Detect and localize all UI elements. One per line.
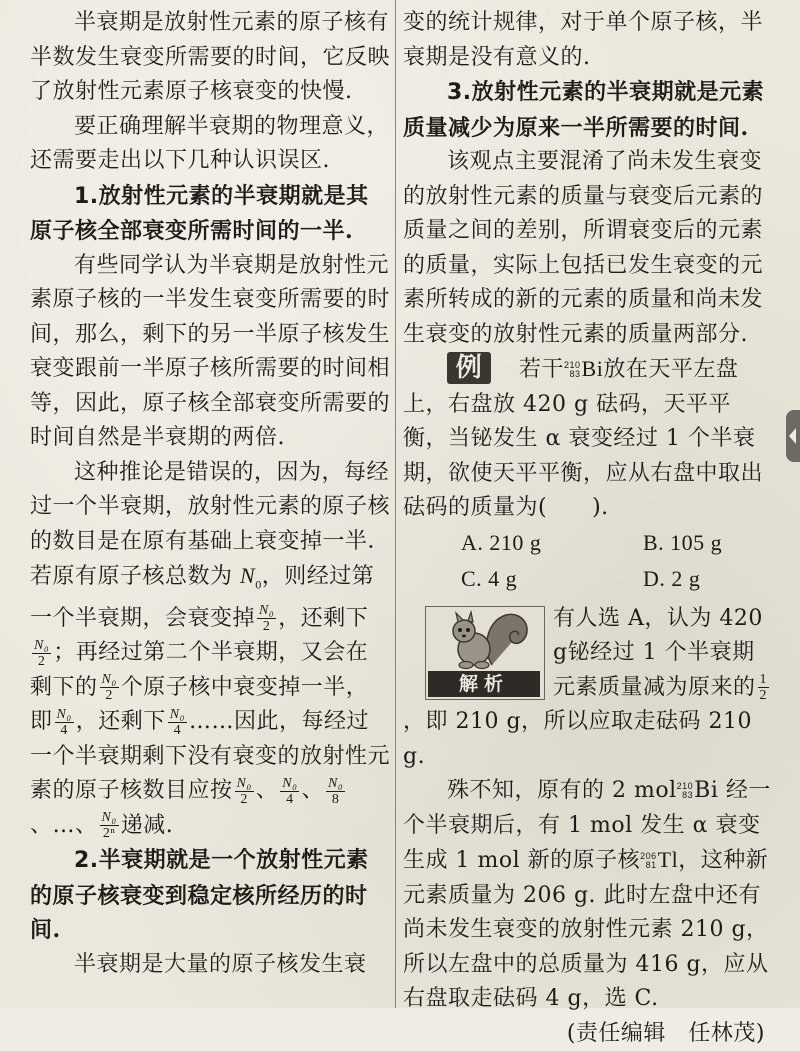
editor-credit: (责任编辑 任林茂) xyxy=(403,1017,775,1051)
misconception-number: 3. xyxy=(447,80,472,105)
paragraph-3: 有些同学认为半衰期是放射性元素原子核的一半发生衰变所需要的时间，那么，剩下的另一半原子核发生衰变跟前一半原子核所需要的时间相等，因此，原子核全部衰变所需要的时间自然是半衰期的两倍. xyxy=(30,249,390,456)
explanation-paragraph: 该观点主要混淆了尚未发生衰变的放射性元素的质量与衰变后元素的质量之间的差别，所谓衰变后的元素的质量，实际上包括已发生衰变的元素所转成的新的元素的质量和尚未发生衰变的放射性元素的质量两部分. xyxy=(403,145,775,352)
paragraph-5: 半衰期是大量的原子核发生衰 xyxy=(30,948,390,983)
text-run: 递减. xyxy=(121,813,174,838)
fraction: $\frac{\text{N₀}}{2}$ xyxy=(235,776,254,807)
paragraph-4 xyxy=(30,456,390,844)
analysis-text-2: ，即 210 g，所以应取走砝码 210 g. xyxy=(403,705,775,774)
text-run: ，则经过第一个半衰期，会衰变掉 xyxy=(30,564,374,631)
element-symbol: Tl xyxy=(658,847,679,872)
text-run: ……因此，每经过一个半衰期剩下没有衰变的放射性元素的原子核数目应按 xyxy=(30,709,390,803)
misconception-text: 放射性元素的半衰期就是元素质量减少为原来一半所需要的时间. xyxy=(403,79,764,141)
n0-symbol: $N_0$ xyxy=(240,563,262,588)
fraction: $\frac{\text{N₀}}{4}$ xyxy=(280,776,299,807)
squirrel-illustration xyxy=(425,606,545,700)
isotope-notation: 210 83 xyxy=(677,782,694,800)
fraction: $\frac{\text{N₀}}{4}$ xyxy=(168,707,187,738)
fraction: $\frac{\text{N₀}}{4}$ xyxy=(55,707,74,738)
fraction: $\frac{1}{2}$ xyxy=(758,672,770,703)
analysis-text-1 xyxy=(553,602,775,706)
intro-paragraph-2: 要正确理解半衰期的物理意义，还需要走出以下几种认识误区. xyxy=(30,110,390,179)
isotope-notation: 206 81 xyxy=(640,852,657,870)
analysis-label: 解析 xyxy=(428,671,540,697)
misconception-number: 2. xyxy=(74,848,99,873)
fraction: $\frac{\text{N₀}}{2}$ xyxy=(257,603,276,634)
text-run: 、 xyxy=(256,778,279,803)
element-symbol: Bi xyxy=(582,356,604,381)
page-tab-arrow-icon[interactable] xyxy=(786,410,800,462)
answer-options xyxy=(403,526,775,598)
example-badge: 例 xyxy=(447,352,491,384)
misconception-2 xyxy=(30,843,390,948)
isotope-notation: 210 83 xyxy=(564,361,581,379)
fraction: $\frac{\text{N₀}}{2}$ xyxy=(100,672,119,703)
example-problem xyxy=(403,352,775,526)
misconception-1 xyxy=(30,179,390,249)
right-column xyxy=(403,6,775,1051)
text-run: Bi 经一个半衰期后，有 1 mol 发生 α 衰变生成 1 mol 新的原子核 xyxy=(403,778,771,873)
text-run: 个原子核中衰变掉一半，即 xyxy=(30,675,368,735)
analysis-section xyxy=(403,602,775,1051)
text-run: ，还剩下 xyxy=(76,709,166,734)
misconception-number: 1. xyxy=(74,184,99,209)
text-run: ，还剩下 xyxy=(278,606,368,631)
fraction: $\frac{\text{N₀}}{\text{2ⁿ}}$ xyxy=(100,810,119,841)
continued-paragraph: 变的统计规律，对于单个原子核，半衰期是没有意义的. xyxy=(403,6,775,75)
text-run: 、…、 xyxy=(30,813,98,838)
text-run: 放在天平左盘上，右盘放 420 g 砝码，天平平衡，当铋发生 α 衰变经过 1 个半衰期，欲使天平平衡，应从右盘中取出砝码的质量为( ). xyxy=(403,357,763,520)
analysis-text-3 xyxy=(403,774,775,1017)
column-divider xyxy=(395,0,396,1008)
text-run: 殊不知，原有的 2 mol xyxy=(447,778,677,803)
text-run: ，这种新元素质量为 206 g. 此时左盘中还有尚未发生衰变的放射性元素 210 g，所以左盘中的总质量为 416 g，应从右盘取走砝码 4 g，选 C. xyxy=(403,848,769,1011)
misconception-text: 放射性元素的半衰期就是其原子核全部衰变所需时间的一半. xyxy=(30,183,369,245)
fraction: $\frac{\text{N₀}}{2}$ xyxy=(32,638,51,669)
squirrel-icon xyxy=(434,609,534,671)
misconception-3 xyxy=(403,75,775,145)
text-run: 有人选 A，认为 420 g铋经过 1 个半衰期元素质量减为原来的 xyxy=(553,606,763,700)
option-a[interactable]: A. 210 g xyxy=(461,526,541,560)
fraction: $\frac{\text{N₀}}{8}$ xyxy=(326,776,345,807)
misconception-text: 半衰期就是一个放射性元素的原子核衰变到稳定核所经历的时间. xyxy=(30,847,369,943)
text-run: ；再经过第二个半衰期，又会在剩下的 xyxy=(30,640,368,700)
option-b[interactable]: B. 105 g xyxy=(643,526,722,560)
text-run: 这种推论是错误的，因为，每经过一个半衰期，放射性元素的原子核的数目是在原有基础上衰变掉一半．若原有原子核总数为 xyxy=(30,460,390,590)
option-d[interactable]: D. 2 g xyxy=(643,562,700,596)
text-run: 若干 xyxy=(519,357,564,382)
option-c[interactable]: C. 4 g xyxy=(461,562,517,596)
intro-paragraph: 半衰期是放射性元素的原子核有半数发生衰变所需要的时间，它反映了放射性元素原子核衰变的快慢. xyxy=(30,6,390,110)
left-column xyxy=(30,6,390,982)
text-run: 、 xyxy=(301,778,324,803)
